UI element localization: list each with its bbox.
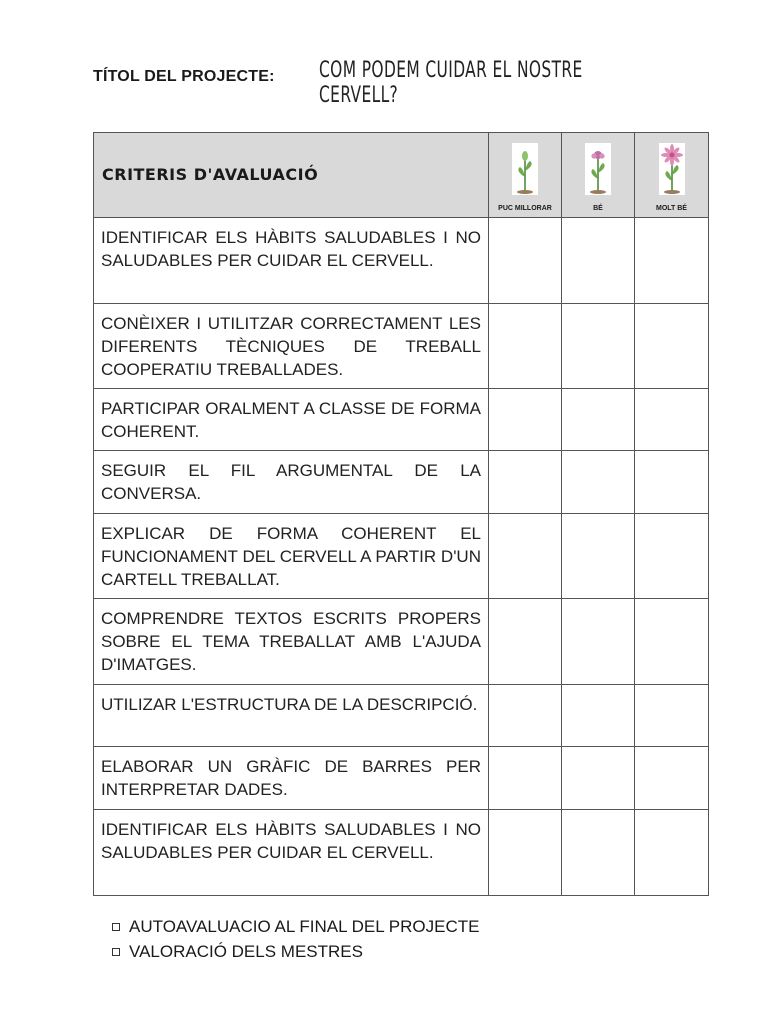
criteria-row [94, 304, 709, 389]
rating-cell-be[interactable] [562, 747, 635, 810]
option-autoavaluacio-label: AUTOAVALUACIO AL FINAL DEL PROJECTE [129, 916, 480, 936]
criteria-text: IDENTIFICAR ELS HÀBITS SALUDABLES I NO SALUDABLES PER CUIDAR EL CERVELL. [94, 810, 489, 896]
level-header-be [562, 133, 635, 218]
rating-cell-molt-be[interactable] [635, 218, 709, 304]
level-label-be: BÉ [593, 205, 603, 212]
rating-cell-be[interactable] [562, 451, 635, 514]
criteria-row [94, 451, 709, 514]
criteria-text: EXPLICAR DE FORMA COHERENT EL FUNCIONAMENT DEL CERVELL A PARTIR D'UN CARTELL TREBALLAT. [94, 514, 489, 599]
rating-cell-puc-millorar[interactable] [489, 514, 562, 599]
flower-small-pink-icon [585, 143, 611, 195]
option-autoavaluacio[interactable] [112, 914, 479, 939]
level-header-molt-be [635, 133, 709, 218]
rating-cell-puc-millorar[interactable] [489, 599, 562, 685]
rating-cell-molt-be[interactable] [635, 451, 709, 514]
table-header-row [94, 133, 709, 218]
checkbox-valoracio-mestres[interactable] [112, 948, 120, 956]
rating-cell-molt-be[interactable] [635, 685, 709, 747]
rating-cell-puc-millorar[interactable] [489, 389, 562, 451]
criteria-text: SEGUIR EL FIL ARGUMENTAL DE LA CONVERSA. [94, 451, 489, 514]
criteria-header-cell [94, 133, 489, 218]
criteria-row [94, 389, 709, 451]
rating-cell-be[interactable] [562, 514, 635, 599]
evaluation-type-list [112, 914, 479, 964]
rating-cell-be[interactable] [562, 218, 635, 304]
rating-cell-molt-be[interactable] [635, 599, 709, 685]
level-label-puc-millorar: PUC MILLORAR [498, 205, 552, 212]
criteria-row [94, 218, 709, 304]
rating-cell-puc-millorar[interactable] [489, 451, 562, 514]
rating-cell-puc-millorar[interactable] [489, 304, 562, 389]
criteria-row [94, 747, 709, 810]
criteria-header-text: CRITERIS D'AVALUACIÓ [102, 165, 319, 184]
criteria-row [94, 810, 709, 896]
criteria-row [94, 514, 709, 599]
criteria-text: COMPRENDRE TEXTOS ESCRITS PROPERS SOBRE EL TEMA TREBALLAT AMB L'AJUDA D'IMATGES. [94, 599, 489, 685]
rating-cell-molt-be[interactable] [635, 810, 709, 896]
level-header-puc-millorar [489, 133, 562, 218]
option-valoracio-mestres[interactable] [112, 939, 479, 964]
rating-cell-be[interactable] [562, 389, 635, 451]
option-valoracio-mestres-label: VALORACIÓ DELS MESTRES [129, 941, 363, 961]
rating-cell-be[interactable] [562, 599, 635, 685]
rating-cell-molt-be[interactable] [635, 389, 709, 451]
rating-cell-be[interactable] [562, 304, 635, 389]
rating-cell-be[interactable] [562, 685, 635, 747]
criteria-row [94, 685, 709, 747]
evaluation-table [93, 132, 709, 896]
project-title-label: TÍTOL DEL PROJECTE: [93, 68, 275, 85]
criteria-text: CONÈIXER I UTILITZAR CORRECTAMENT LES DIFERENTS TÈCNIQUES DE TREBALL COOPERATIU TREBALLADES. [94, 304, 489, 389]
project-title-value: COM PODEM CUIDAR EL NOSTRE CERVELL? [319, 58, 583, 108]
rating-cell-molt-be[interactable] [635, 304, 709, 389]
criteria-text: ELABORAR UN GRÀFIC DE BARRES PER INTERPRETAR DADES. [94, 747, 489, 810]
criteria-row [94, 599, 709, 685]
flower-pink-bloom-icon [659, 143, 685, 195]
rating-cell-molt-be[interactable] [635, 747, 709, 810]
project-title-row [93, 58, 733, 108]
rating-cell-puc-millorar[interactable] [489, 747, 562, 810]
rating-cell-be[interactable] [562, 810, 635, 896]
criteria-text: PARTICIPAR ORALMENT A CLASSE DE FORMA COHERENT. [94, 389, 489, 451]
rating-cell-molt-be[interactable] [635, 514, 709, 599]
criteria-text: UTILIZAR L'ESTRUCTURA DE LA DESCRIPCIÓ. [94, 685, 489, 747]
criteria-text: IDENTIFICAR ELS HÀBITS SALUDABLES I NO SALUDABLES PER CUIDAR EL CERVELL. [94, 218, 489, 304]
rating-cell-puc-millorar[interactable] [489, 810, 562, 896]
level-label-molt-be: MOLT BÉ [656, 205, 687, 212]
checkbox-autoavaluacio[interactable] [112, 923, 120, 931]
flower-bud-icon [512, 143, 538, 195]
rating-cell-puc-millorar[interactable] [489, 218, 562, 304]
rating-cell-puc-millorar[interactable] [489, 685, 562, 747]
